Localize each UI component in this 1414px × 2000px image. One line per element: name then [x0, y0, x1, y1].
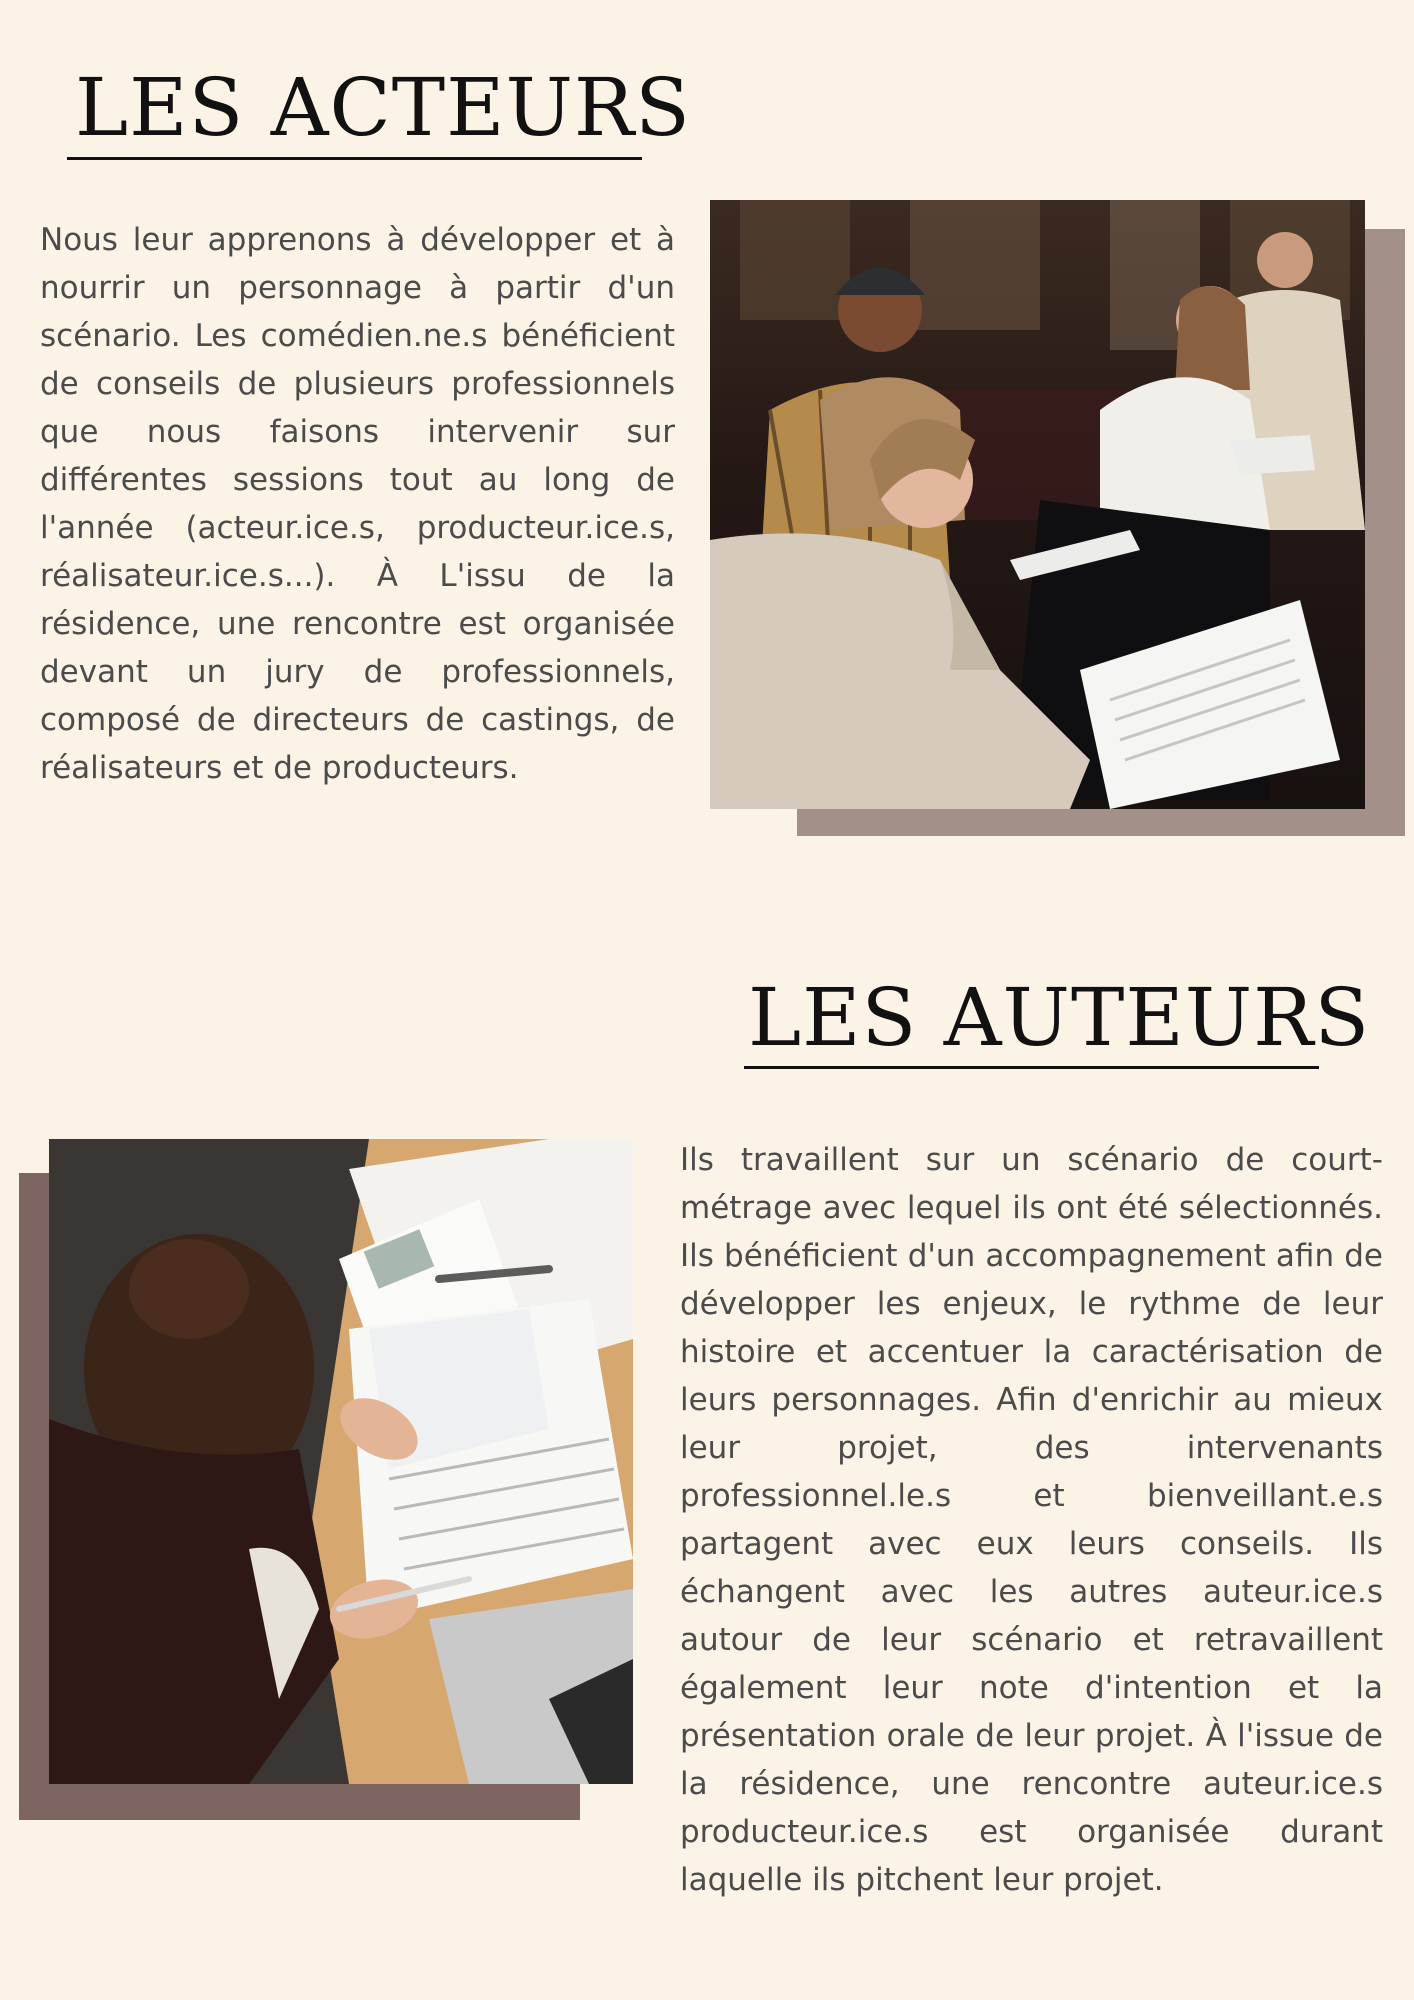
authors-title: LES AUTEURS — [748, 971, 1371, 1064]
actors-title-underline — [67, 157, 642, 160]
actors-rehearsal-photo — [710, 200, 1365, 809]
authors-title-underline — [744, 1066, 1319, 1069]
actors-title: LES ACTEURS — [75, 61, 691, 154]
author-writing-photo — [49, 1139, 633, 1784]
actors-paragraph: Nous leur apprenons à développer et à nourrir un personnage à partir d'un scénario. Les comédien.ne.s bénéficient de conseils de plusieurs professionnels que nous faisons intervenir sur différentes sessions tout au long de l'année (acteur.ice.s, producteur.ice.s, réalisateur.ice.s...). À L'issu de la résidence, une rencontre est organisée devant un jury de professionnels, composé de directeurs de castings, de réalisateurs et de producteurs. — [40, 222, 675, 786]
authors-paragraph: Ils travaillent sur un scénario de court-métrage avec lequel ils ont été sélectionnés. Ils bénéficient d'un accompagnement afin de développer les enjeux, le rythme de leur histoire et accentuer la caractérisation de leurs personnages. Afin d'enrichir au mieux leur projet, des intervenants professionnel.le.s et bienveillant.e.s partagent avec eux leurs conseils. Ils échangent avec les autres auteur.ice.s autour de leur scénario et retravaillent également leur note d'intention et la présentation orale de leur projet. À l'issue de la résidence, une rencontre auteur.ice.s producteur.ice.s est organisée durant laquelle ils pitchent leur projet. — [680, 1142, 1383, 1898]
